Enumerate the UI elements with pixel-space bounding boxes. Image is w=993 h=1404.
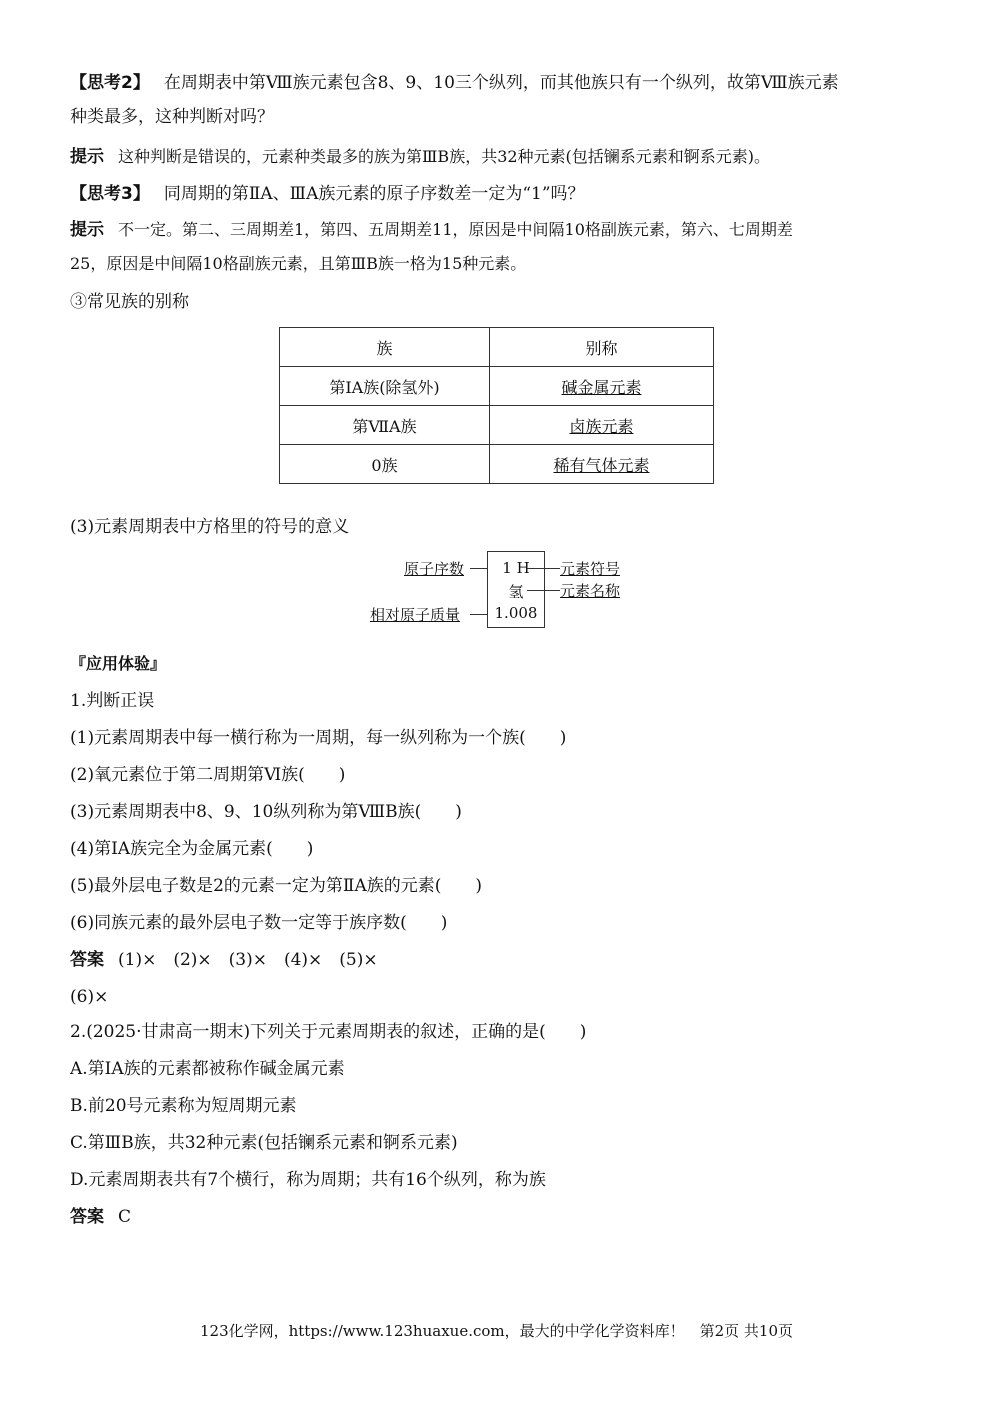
q2-title: 2.(2025·甘肃高一期末)下列关于元素周期表的叙述，正确的是( ) (70, 1022, 587, 1042)
table-cell: 第ⅠA族(除氢外) (280, 367, 490, 406)
q2-option-c: C.第ⅢB族，共32种元素(包括镧系元素和锕系元素) (70, 1133, 458, 1153)
connector-line (527, 590, 560, 591)
think3-label: 【思考3】 (70, 184, 150, 204)
think3-text: 同周期的第ⅡA、ⅢA族元素的原子序数差一定为“1”吗？ (163, 184, 585, 204)
q1-item: (3)元素周期表中8、9、10纵列称为第ⅧB族( ) (70, 802, 462, 822)
table-cell: 卤族元素 (569, 416, 634, 436)
q2-option-d: D.元素周期表共有7个横行，称为周期；共有16个纵列，称为族 (70, 1170, 546, 1190)
relative-mass-label: 相对原子质量 (370, 606, 461, 624)
think2-block (70, 66, 930, 134)
table-header-group: 族 (280, 328, 490, 367)
table-cell: 0族 (280, 445, 490, 484)
page-footer: 123化学网，https://www.123huaxue.com，最大的中学化学资料库！ 第2页 共10页 (199, 1322, 794, 1340)
table-row (280, 367, 714, 406)
q1-answer (70, 943, 930, 977)
element-cell-mass: 1.008 (494, 604, 538, 622)
q1-item: (1)元素周期表中每一横行称为一周期，每一纵列称为一个族( ) (70, 728, 567, 748)
connector-line (470, 614, 487, 615)
q2-option-a: A.第ⅠA族的元素都被称作碱金属元素 (70, 1059, 345, 1079)
think2-line1: 在周期表中第Ⅷ族元素包含8、9、10三个纵列，而其他族只有一个纵列，故第Ⅷ族元素 (163, 73, 839, 93)
element-cell-diagram (360, 548, 640, 632)
table-cell: 碱金属元素 (561, 377, 642, 397)
table-row (280, 445, 714, 484)
q1-item: (5)最外层电子数是2的元素一定为第ⅡA族的元素( ) (70, 876, 482, 896)
hint3-line1: 不一定。第二、三周期差1，第四、五周期差11，原因是中间隔10格副族元素，第六、七周期差 (118, 220, 793, 239)
hint2-label: 提示 (70, 147, 104, 167)
q2-answer (70, 1200, 930, 1234)
element-cell-symbol: 1 H (502, 559, 530, 577)
q1-answer-line2: (6)× (70, 987, 109, 1007)
atomic-number-label: 原子序数 (404, 560, 465, 578)
q2-answer-label: 答案 (70, 1207, 104, 1227)
table-cell: 第ⅦA族 (280, 406, 490, 445)
apply-title: 『应用体验』 (70, 654, 167, 673)
q2-answer-value: C (118, 1207, 132, 1227)
element-symbol-label: 元素符号 (560, 560, 621, 578)
hint3-block (70, 213, 930, 281)
q1-item: (2)氧元素位于第二周期第Ⅵ族( ) (70, 765, 346, 785)
alias-table (279, 327, 714, 484)
connector-line (527, 568, 560, 569)
think3-block (70, 177, 930, 211)
hint3-line2: 25，原因是中间隔10格副族元素，且第ⅢB族一格为15种元素。 (70, 254, 527, 273)
q1-answer-line1: (1)× (2)× (3)× (4)× (5)× (118, 950, 378, 970)
table-header-row (280, 328, 714, 367)
think2-line2: 种类最多，这种判断对吗？ (70, 107, 274, 127)
connector-line (470, 568, 487, 569)
section-symbol-title: (3)元素周期表中方格里的符号的意义 (70, 517, 350, 537)
hint2-block (70, 140, 930, 174)
hint2-text: 这种判断是错误的，元素种类最多的族为第ⅢB族，共32种元素(包括镧系元素和锕系元素)。 (118, 147, 771, 166)
section-alias-title: ③常见族的别称 (70, 292, 189, 312)
q1-answer-label: 答案 (70, 950, 104, 970)
table-row (280, 406, 714, 445)
q1-item: (6)同族元素的最外层电子数一定等于族序数( ) (70, 913, 448, 933)
q2-option-b: B.前20号元素称为短周期元素 (70, 1096, 297, 1116)
q1-title: 1.判断正误 (70, 691, 155, 711)
think2-label: 【思考2】 (70, 73, 150, 93)
hint3-label: 提示 (70, 220, 104, 240)
table-header-alias: 别称 (490, 328, 714, 367)
table-cell: 稀有气体元素 (553, 455, 650, 475)
element-cell-name: 氢 (508, 583, 524, 601)
element-name-label: 元素名称 (560, 582, 621, 600)
q1-item: (4)第ⅠA族完全为金属元素( ) (70, 839, 314, 859)
